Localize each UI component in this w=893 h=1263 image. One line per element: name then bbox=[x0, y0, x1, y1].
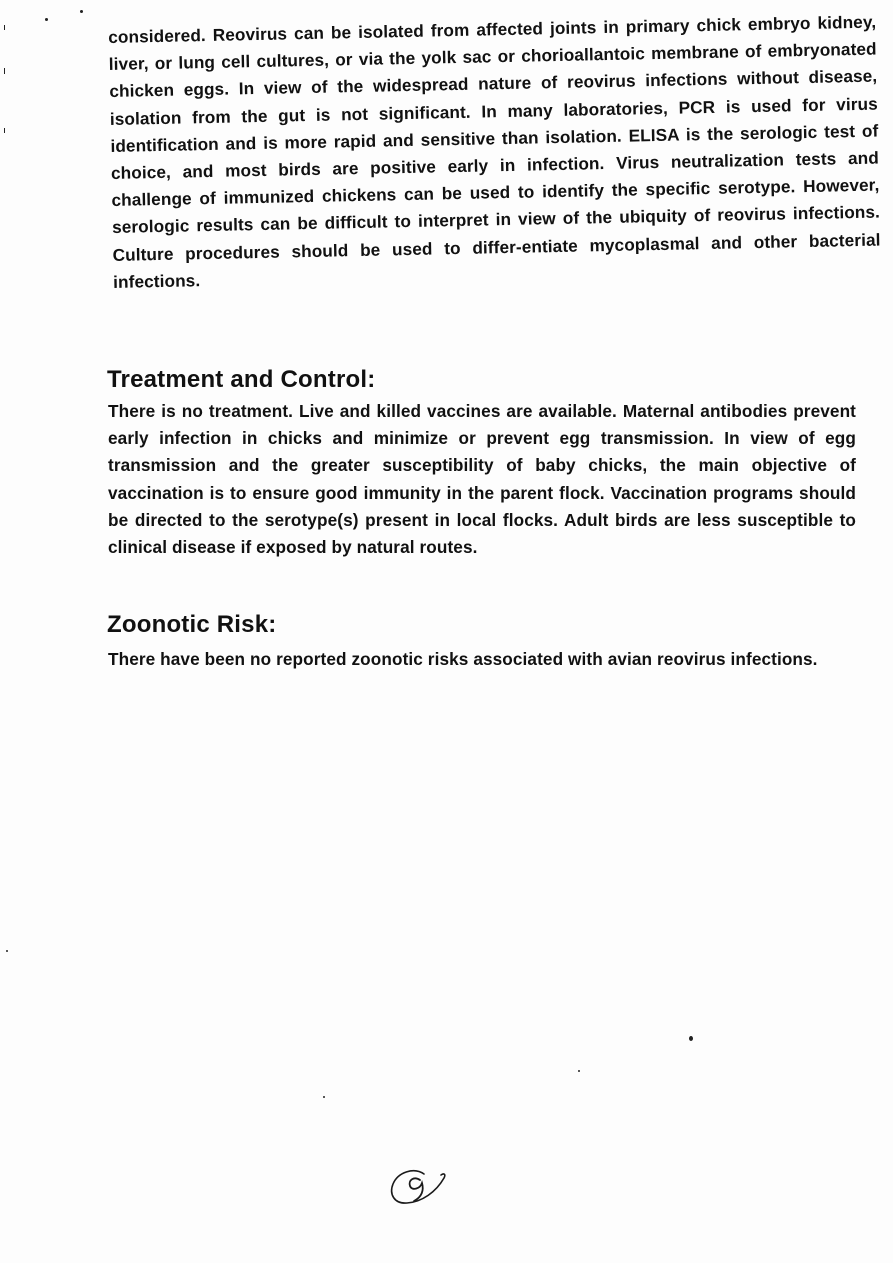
page-number bbox=[388, 1162, 452, 1210]
scan-speck bbox=[4, 68, 5, 74]
scan-speck bbox=[689, 1036, 693, 1041]
page-number-label bbox=[452, 1162, 453, 1163]
scan-speck bbox=[4, 128, 5, 133]
zoonotic-heading: Zoonotic Risk: bbox=[107, 611, 277, 638]
handwritten-page-number-drawing bbox=[388, 1162, 452, 1210]
intro-paragraph: considered. Reovirus can be isolated from affected joints in primary chick embryo kidney, liver, or lung cell cultures, or via the yolk sac or chorioallantoic membrane of embryonated chicken eggs. In view of the widespread nature of reovirus infections without disease, isolation from the gut is not significant. In many laboratories, PCR is used for virus identification and is more rapid and sensitive than isolation. ELISA is the serologic test of choice, and most birds are positive early in infection. Virus neutralization tests and challenge of immunized chickens can be used to identify the specific serotype. However, serologic results can be difficult to interpret in view of the ubiquity of reovirus infections. Culture procedures should be used to differ-entiate mycoplasmal and other bacterial infections. bbox=[108, 11, 881, 292]
zoonotic-paragraph: There have been no reported zoonotic risks associated with avian reovirus infections. bbox=[108, 649, 818, 669]
scan-speck bbox=[4, 25, 5, 30]
treatment-heading: Treatment and Control: bbox=[107, 366, 376, 393]
scan-speck bbox=[45, 18, 48, 21]
scan-speck bbox=[6, 950, 8, 952]
scan-speck bbox=[323, 1096, 325, 1098]
treatment-paragraph: There is no treatment. Live and killed vaccines are available. Maternal antibodies prevent early infection in chicks and minimize or prevent egg transmission. In view of egg transmission and the greater susceptibility of baby chicks, the main objective of vaccination is to ensure good immunity in the parent flock. Vaccination programs should be directed to the serotype(s) present in local flocks. Adult birds are less susceptible to clinical disease if exposed by natural routes. bbox=[108, 401, 856, 558]
scan-speck bbox=[80, 10, 83, 13]
scan-speck bbox=[578, 1070, 580, 1072]
